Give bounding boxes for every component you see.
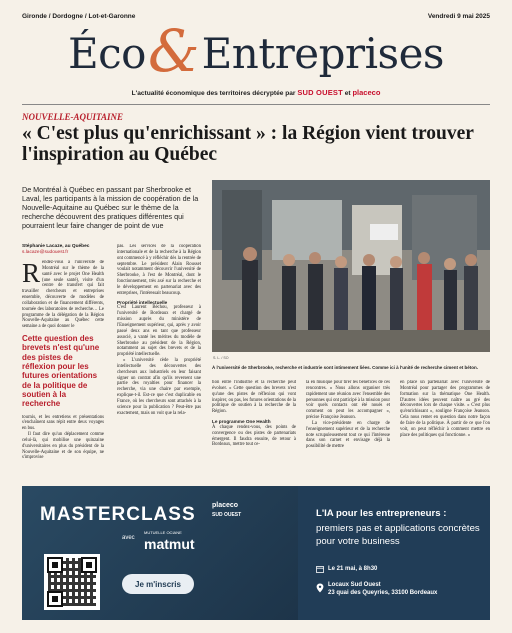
drop-cap: R <box>22 260 41 288</box>
text-column-3 <box>212 380 296 482</box>
paragraph: Il faut dire qu'un déplacement comme celui-là, qui mobilise une quinzaine d'universitaires en plus du président de la Nouvelle-Aquitaine et de son équipe, ne s'improvise <box>22 432 104 461</box>
paragraph: la en musique pour tirer les bénéfices de ces rencontres. « Nous allons organiser très rapidement une réunion avec l'ensemble des personnes qui ont participé à la mission pour voir quels contacts ont été noués et comment on peut les accompagner », précise Françoise Jeanson. <box>306 380 390 421</box>
ad-partner-logo: matmut <box>144 536 195 552</box>
article-headline: « C'est plus qu'enrichissant » : la Région vient trouver l'inspiration au Québec <box>22 123 474 165</box>
masthead-entreprises: Entreprises <box>201 29 444 78</box>
paragraph: tion entre l'industrie et la recherche peut évoluer. » Cette question des brevets n'est qu'une des pistes de réflexion qui vont inspirer, ou pas, les futures orientations de la politique de soutien à la recherche de la Région. <box>212 380 296 415</box>
calendar-icon <box>316 565 324 573</box>
event-address: 23 quai des Queyries, 33100 Bordeaux <box>328 590 438 596</box>
ad-subheadline: premiers pas et applications concrètes pour votre business <box>316 523 480 547</box>
issue-date: Vendredi 9 mai 2025 <box>427 12 490 20</box>
tagline <box>22 88 490 100</box>
masthead <box>22 17 490 85</box>
text-column-1 <box>22 260 104 482</box>
photo-caption: À l'université de Sherbrooke, recherche et industrie sont intimement liées. Comme ici à l'unité de recherche ciment et béton. <box>212 365 478 370</box>
text-column-5 <box>400 380 490 482</box>
ad-left-panel <box>22 486 298 620</box>
photo-illustration <box>212 180 490 352</box>
article-standfirst: De Montréal à Québec en passant par Sherbrooke et Laval, les participants à la mission de coopération de la Nouvelle-Aquitaine au Québec sur le thème de la recherche découvrent des pratiques différentes qui pourraient leur faire changer de point de vue <box>22 185 199 230</box>
pull-quote: Cette question des brevets n'est qu'une des pistes de réflexion pour les futures orientations de la politique de soutien à la recherche <box>22 334 100 409</box>
paragraph: C'est Laurent Béchou, professeur à l'université de Bordeaux et chargé de mission auprès du ministère de l'Enseignement supérieur, qui, après y avoir passé deux ans en tant que professeur associé, a vanté les mérites du modèle de Sherbrooke au président de la Région, notamment au sujet des brevets et de la propriété intellectuelle. <box>117 305 201 358</box>
qr-finder-top-right <box>81 557 97 573</box>
ad-placeco-logo: placeco <box>212 502 239 509</box>
event-date: Le 21 mai, à 8h30 <box>328 566 378 572</box>
article-photo <box>212 180 490 352</box>
tagline-and: et <box>344 90 351 97</box>
paragraph: pas. Les services de la coopération internationale et de la recherche à la Région ont commencé à y réfléchir dès la rentrée de septembre. Le président Alain Rousset voulait notamment découvrir l'université de Sherbrooke, à l'est de Montréal, dont le fonctionnement, très axé sur la recherche et le développement en partenariat avec des entreprises, l'intéressait beaucoup. <box>117 244 201 296</box>
author-name: Stéphanie Lacaze, au Québec <box>22 244 90 249</box>
ad-with-label: avec <box>122 535 135 541</box>
subheading: Le programme One Health <box>212 419 271 425</box>
qr-code[interactable] <box>44 554 100 610</box>
tagline-text: L'actualité économique des territoires décryptée par <box>131 90 296 97</box>
ad-headline: L'IA pour les entrepreneurs : <box>316 508 447 519</box>
paragraph: À chaque rendez-vous, des points de convergence ou des pistes de partenariats émergent. Il faudra ensuite, de retour à Bordeaux, mettre tout ce- <box>212 424 296 448</box>
sud-ouest-logo: SUD OUEST <box>297 88 343 97</box>
paragraph: « L'université cède la propriété intellectuelle des découvertes des chercheurs aux industriels en leur faisant signer un contrat afin qu'ils reversent une partie des royalties pour financer la recherche, via une chaire par exemple, explique-t-il. Est-ce que c'est duplicable en France, où les chercheurs sont attachés à la science pour la publication ? Peut-être pas exactement, mais on voit que la rela- <box>117 358 201 416</box>
byline <box>22 244 104 256</box>
masterclass-ad[interactable] <box>22 486 490 620</box>
header-divider <box>22 104 490 105</box>
ad-sud-ouest-logo: SUD OUEST <box>212 512 242 518</box>
masthead-ampersand: & <box>147 17 200 85</box>
paragraph: en place un partenariat avec l'université de Montréal pour partager des programmes de formation sur la thématique One Health. D'autres idées peuvent naître au gré des découvertes lors de chaque visite. « C'est plus qu'enrichissant », souligne Françoise Jeanson. Cela nous remet en question dans notre façon de faire de la politique. À partir de ce que l'on voit, on peut réfléchir à comment mettre en place des politiques qui fonctionne. » <box>400 380 490 438</box>
pin-icon <box>316 583 324 591</box>
article-kicker: NOUVELLE-AQUITAINE <box>22 112 124 122</box>
ad-title: MASTERCLASS <box>40 504 196 525</box>
subheading: Propriété intellectuelle <box>117 299 168 305</box>
region-label: Gironde / Dordogne / Lot-et-Garonne <box>22 12 136 20</box>
register-button[interactable]: Je m'inscris <box>122 574 194 594</box>
photo-credit: S. L. / SO <box>213 356 229 360</box>
top-bar <box>22 10 490 22</box>
placeco-logo: placeco <box>352 88 381 97</box>
event-venue: Locaux Sud Ouest <box>328 582 381 588</box>
ad-right-panel <box>298 486 490 620</box>
text-column-2 <box>117 244 201 482</box>
masthead-eco: Éco <box>68 29 146 78</box>
paragraph: La vice-présidente en charge de l'enseignement supérieur et de la recherche note scrupuleusement tout ce qui l'intéresse dans son carnet et envisage déjà la possibilité de mettre <box>306 420 390 450</box>
author-email[interactable]: s.lacaze@sudouest.fr <box>22 250 69 255</box>
text-column-4 <box>306 380 390 482</box>
ad-partner-small: MUTUELLE OCIANE <box>144 530 182 535</box>
qr-finder-bottom-left <box>47 591 63 607</box>
paragraph: endez-vous à l'université de Montréal sur le thème de la santé avec le projet One Health (une seule santé), visite d'un centre de transfert qui fait travailler chercheurs et entreprises ensemble, découverte de modèles de collaboration et de financement différents, tournée des laboratoires de recherche… Le programme de la délégation de la Région Nouvelle-Aquitaine au Québec cette semaine a de quoi donner le <box>22 260 104 330</box>
paragraph: tournis, et les entretiens et présentations s'enchaînent sans répit entre deux voyages en bus. <box>22 414 104 432</box>
qr-finder-top-left <box>47 557 63 573</box>
